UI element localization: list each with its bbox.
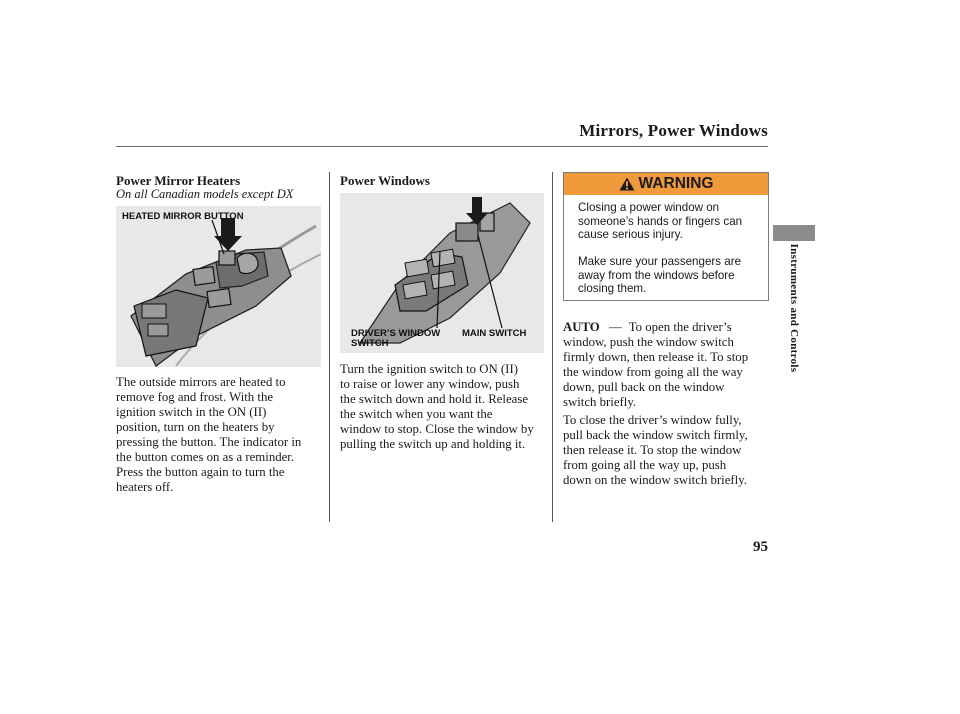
heated-mirror-illustration <box>116 206 321 367</box>
auto-body <box>563 320 773 410</box>
page-title: Mirrors, Power Windows <box>579 121 768 140</box>
power-windows-heading: Power Windows <box>340 173 430 188</box>
warning-header <box>564 173 768 195</box>
body-line: the switch down and hold it. Release <box>340 392 529 406</box>
body-line: window to stop. Close the window by <box>340 422 534 436</box>
body-line: ignition switch in the ON (II) <box>116 405 267 419</box>
body-line: pull back the window switch firmly, <box>563 428 748 442</box>
column-divider-right <box>552 172 553 522</box>
page-number: 95 <box>753 539 768 555</box>
body-line: pressing the button. The indicator in <box>116 435 302 449</box>
body-line: position, turn on the heaters by <box>116 420 275 434</box>
mirror-heaters-heading: Power Mirror Heaters <box>116 173 241 188</box>
body-line: the window from going all the way <box>563 365 743 379</box>
drivers-window-switch-callout: DRIVER’S WINDOW SWITCH <box>351 328 441 349</box>
warning-label: WARNING <box>638 175 714 192</box>
body-line: down on the window switch briefly. <box>563 473 747 487</box>
body-line: heaters off. <box>116 480 174 494</box>
power-windows-body <box>340 362 552 452</box>
auto-lead-text: To open the driver’s <box>628 320 732 334</box>
body-line: from going all the way up, push <box>563 458 727 472</box>
main-switch-callout: MAIN SWITCH <box>462 328 527 339</box>
column-divider-left <box>329 172 330 522</box>
warning-triangle-icon <box>619 177 635 191</box>
body-line: To close the driver’s window fully, <box>563 413 742 427</box>
body-line: down, pull back on the window <box>563 380 725 394</box>
title-divider <box>116 146 768 147</box>
body-line: then release it. To stop the window <box>563 443 742 457</box>
body-line: Press the button again to turn the <box>116 465 285 479</box>
power-window-switch-illustration <box>340 193 544 353</box>
auto-dash: — <box>608 320 622 334</box>
body-line: the switch when you want the <box>340 407 493 421</box>
mirror-heaters-subheading: On all Canadian models except DX <box>116 187 294 201</box>
body-line: remove fog and frost. With the <box>116 390 274 404</box>
mirror-heaters-body <box>116 375 328 495</box>
body-line: to raise or lower any window, push <box>340 377 520 391</box>
body-line: firmly down, then release it. To stop <box>563 350 749 364</box>
auto-term: AUTO <box>563 320 600 334</box>
warning-box <box>563 172 769 301</box>
body-line: pulling the switch up and holding it. <box>340 437 526 451</box>
body-line: The outside mirrors are heated to <box>116 375 286 389</box>
heated-mirror-button-callout: HEATED MIRROR BUTTON <box>122 211 244 222</box>
body-line: window, push the window switch <box>563 335 734 349</box>
warning-paragraph-1: Closing a power window on someone’s hands or fingers can cause serious injury. <box>578 201 743 241</box>
auto-first-line <box>563 320 773 335</box>
body-line: Turn the ignition switch to ON (II) <box>340 362 518 376</box>
body-line: the button comes on as a reminder. <box>116 450 295 464</box>
warning-paragraph-2: Make sure your passengers are away from the windows before closing them. <box>578 255 742 295</box>
auto-close-body <box>563 413 773 488</box>
body-line: switch briefly. <box>563 395 637 409</box>
section-side-label: Instruments and Controls <box>788 243 800 373</box>
